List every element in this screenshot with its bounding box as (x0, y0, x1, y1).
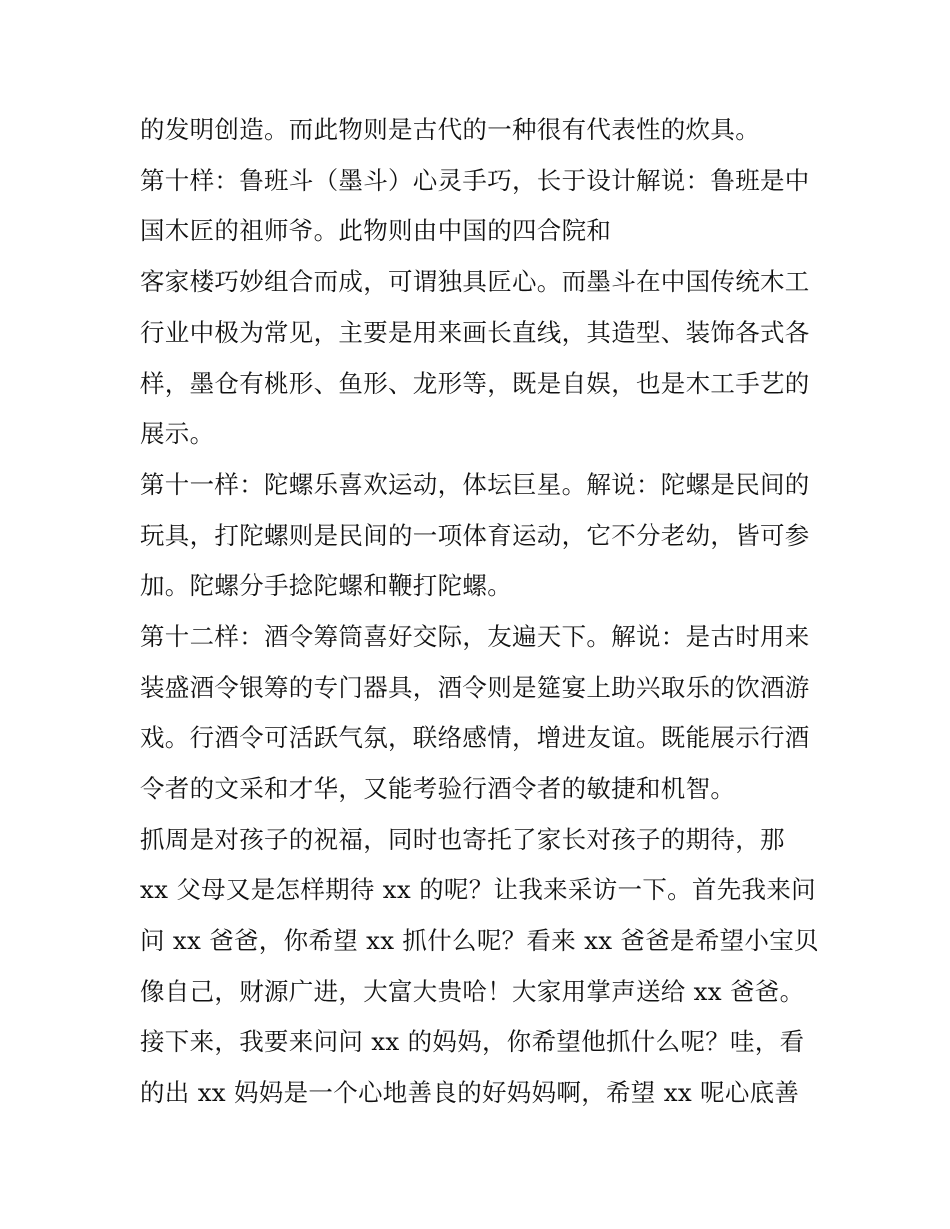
text-line: 第十二样：酒令筹筒喜好交际，友遍天下。解说：是古时用来 (140, 622, 810, 651)
text-line: xx 父母又是怎样期待 xx 的呢？让我来采访一下。首先我来问 (140, 875, 816, 904)
text-line: 令者的文采和才华，又能考验行酒令者的敏捷和机智。 (140, 774, 736, 803)
text-line: 国木匠的祖师爷。此物则由中国的四合院和 (140, 216, 612, 245)
text-line: 第十一样：陀螺乐喜欢运动，体坛巨星。解说：陀螺是民间的 (140, 470, 810, 499)
text-line: 的出 xx 妈妈是一个心地善良的好妈妈啊，希望 xx 呢心底善 (140, 1078, 800, 1107)
text-line: 的发明创造。而此物则是古代的一种很有代表性的炊具。 (140, 115, 760, 144)
text-line: 问 xx 爸爸，你希望 xx 抓什么呢？看来 xx 爸爸是希望小宝贝 (140, 926, 819, 955)
text-line: 展示。 (140, 419, 215, 448)
text-line: 玩具，打陀螺则是民间的一项体育运动，它不分老幼，皆可参 (140, 521, 810, 550)
text-line: 第十样：鲁班斗（墨斗）心灵手巧，长于设计解说：鲁班是中 (140, 166, 810, 195)
text-line: 抓周是对孩子的祝福，同时也寄托了家长对孩子的期待，那 (140, 825, 785, 854)
text-line: 接下来，我要来问问 xx 的妈妈，你希望他抓什么呢？哇，看 (140, 1027, 805, 1056)
text-line: 戏。行酒令可活跃气氛，联络感情，增进友谊。既能展示行酒 (140, 723, 810, 752)
text-line: 客家楼巧妙组合而成，可谓独具匠心。而墨斗在中国传统木工 (140, 267, 810, 296)
text-line: 加。陀螺分手捻陀螺和鞭打陀螺。 (140, 571, 512, 600)
text-line: 行业中极为常见，主要是用来画长直线，其造型、装饰各式各 (140, 318, 810, 347)
text-line: 样，墨仓有桃形、鱼形、龙形等，既是自娱，也是木工手艺的 (140, 369, 810, 398)
text-line: 装盛酒令银筹的专门器具，酒令则是筵宴上助兴取乐的饮酒游 (140, 673, 810, 702)
text-line: 像自己，财源广进，大富大贵哈！大家用掌声送给 xx 爸爸。 (140, 977, 805, 1006)
